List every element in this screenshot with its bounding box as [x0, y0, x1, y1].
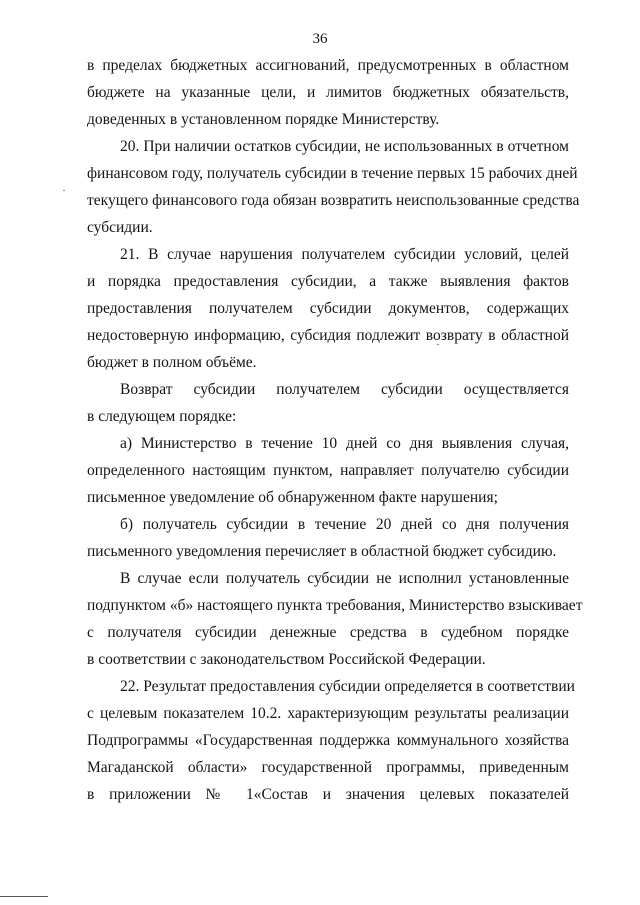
text-line: с целевым показателем 10.2. характеризующим результаты реализации	[87, 705, 569, 722]
text-line: Магаданской области» государственной программы, приведенным	[87, 759, 569, 776]
text-line: а) Министерство в течение 10 дней со дня выявления случая,	[120, 435, 569, 452]
text-line: доведенных в установленном порядке Министерству.	[87, 111, 440, 128]
text-line: письменное уведомление об обнаруженном факте нарушения;	[87, 489, 498, 506]
text-line: 20. При наличии остатков субсидии, не использованных в отчетном	[120, 138, 569, 155]
text-line: предоставления получателем субсидии документов, содержащих	[87, 300, 569, 317]
text-line: подпунктом «б» настоящего пункта требования, Министерство взыскивает	[87, 597, 583, 614]
text-line: с получателя субсидии денежные средства в судебном порядке	[87, 624, 569, 641]
text-line: 21. В случае нарушения получателем субсидии условий, целей	[120, 246, 569, 263]
text-line: в следующем порядке:	[87, 408, 237, 425]
text-line: письменного уведомления перечисляет в областной бюджет субсидию.	[87, 543, 557, 560]
text-line: в пределах бюджетных ассигнований, предусмотренных в областном	[87, 57, 569, 74]
text-line: недостоверную информацию, субсидия подлежит возврату в областной	[87, 327, 569, 344]
text-line: и порядка предоставления субсидии, а также выявления фактов	[87, 273, 569, 290]
text-line: В случае если получатель субсидии не исполнил установленные	[120, 570, 569, 587]
text-line: бюджете на указанные цели, и лимитов бюджетных обязательств,	[87, 84, 569, 101]
text-line: в соответствии с законодательством Российской Федерации.	[87, 651, 486, 668]
footer-rule	[0, 896, 48, 897]
text-line: финансовом году, получатель субсидии в течение первых 15 рабочих дней	[87, 165, 578, 182]
document-body	[87, 52, 583, 808]
scan-speck	[63, 190, 65, 191]
text-line: текущего финансового года обязан возвратить неиспользованные средства	[87, 192, 580, 209]
text-line: определенного настоящим пунктом, направляет получателю субсидии	[87, 462, 569, 479]
text-line: 22. Результат предоставления субсидии определяется в соответствии	[120, 678, 575, 695]
text-line: б) получатель субсидии в течение 20 дней со дня получения	[120, 516, 569, 533]
page-number: 36	[312, 31, 328, 47]
text-line: бюджет в полном объёме.	[87, 354, 257, 371]
scan-speck	[437, 344, 439, 345]
text-line: субсидии.	[87, 219, 153, 236]
text-line: Подпрограммы «Государственная поддержка коммунального хозяйства	[87, 732, 569, 749]
text-line: в приложении № 1«Состав и значения целевых показателей	[87, 786, 569, 803]
text-line: Возврат субсидии получателем субсидии осуществляется	[120, 381, 569, 398]
